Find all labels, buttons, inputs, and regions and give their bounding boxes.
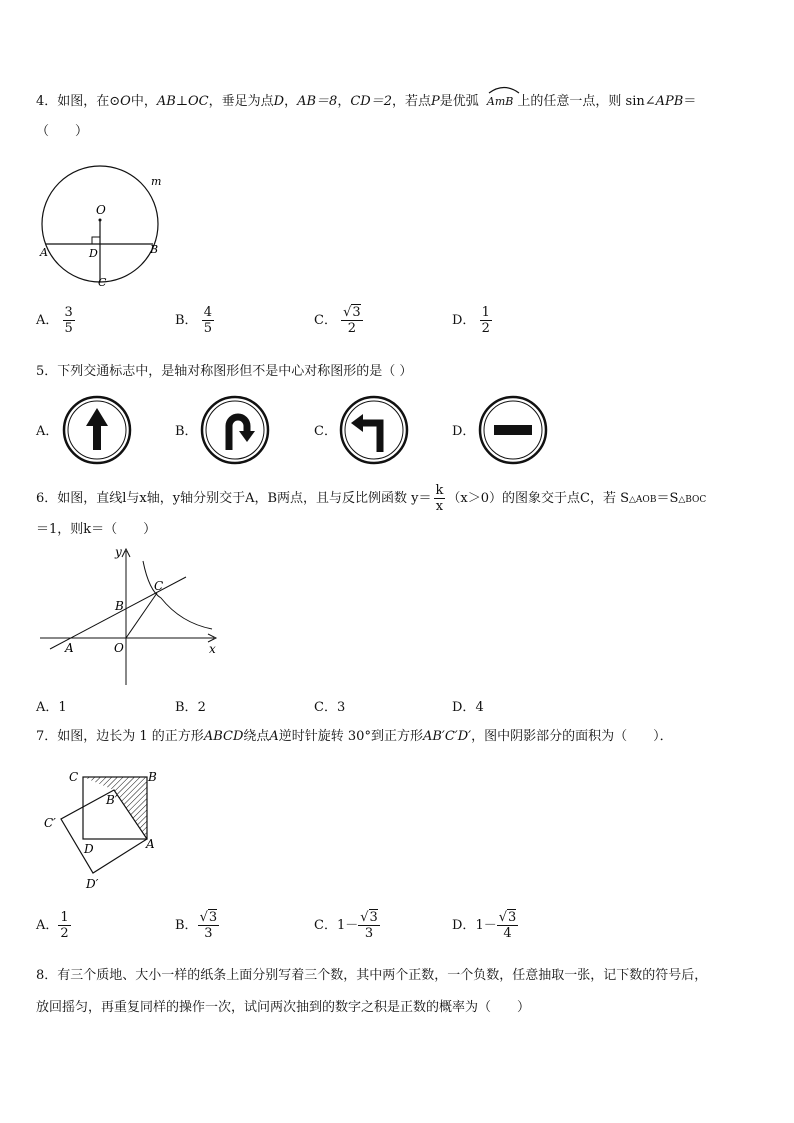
label-d: D xyxy=(84,842,94,856)
fraction: $\frac{√3}{3}$ xyxy=(199,910,218,941)
u-turn-sign-icon xyxy=(199,394,271,466)
label-x: x xyxy=(209,642,216,656)
q7-option-a[interactable]: A． $\frac{1}{2}$ xyxy=(36,910,69,941)
q4-option-b[interactable]: B． $\frac{4}{5}$ xyxy=(175,305,212,336)
label-o: O xyxy=(96,203,106,217)
q4-circle-figure xyxy=(36,158,176,293)
q6-coordinate-figure xyxy=(36,543,236,688)
right-angle-mark xyxy=(92,237,100,244)
q6-stem-line2: ＝1，则k＝（ ） xyxy=(36,522,157,537)
q5-option-c[interactable]: C． xyxy=(314,424,337,439)
point-o xyxy=(99,219,102,222)
segment-oc xyxy=(126,593,157,638)
q6-option-a[interactable]: A．1 xyxy=(36,700,67,715)
label-c: C xyxy=(98,276,107,289)
q7-option-b[interactable]: B． $\frac{√3}{3}$ xyxy=(175,910,218,941)
q6-option-b[interactable]: B．2 xyxy=(175,700,206,715)
fraction: $\frac{1}{2}$ xyxy=(481,305,490,336)
q6-stem-line1: 6．如图，直线l与x轴，y轴分别交于A，B两点，且与反比例函数 y＝ $\frac{k}{x}$ （x＞0）的图象交于点C，若 S△AOB＝S△BOC xyxy=(36,483,707,514)
q7-option-c[interactable]: C．1－ $\frac{√3}{3}$ xyxy=(314,910,378,941)
label-a: A xyxy=(65,641,74,655)
label-a: A xyxy=(146,837,155,851)
q5-stem: 5．下列交通标志中，是轴对称图形但不是中心对称图形的是（ ） xyxy=(36,364,413,379)
left-turn-sign-icon xyxy=(338,394,410,466)
q7-stem: 7．如图，边长为 1 的正方形ABCD绕点A逆时针旋转 30°到正方形AB′C′D′，图中阴影部分的面积为（ ）． xyxy=(36,729,673,744)
label-c: C xyxy=(154,579,164,593)
label-o: O xyxy=(114,641,124,655)
label-c: C xyxy=(69,770,79,784)
label-d: D xyxy=(89,247,98,260)
label-b: B xyxy=(115,599,124,613)
q7-option-d[interactable]: D．1－ $\frac{√3}{4}$ xyxy=(452,910,517,941)
q7-square-figure xyxy=(36,762,176,897)
no-entry-sign-icon xyxy=(477,394,549,466)
shaded-region xyxy=(83,777,147,839)
q8-stem-line1: 8．有三个质地、大小一样的纸条上面分别写着三个数，其中两个正数，一个负数，任意抽取一张，记下数的符号后， xyxy=(36,968,708,983)
arc-notation: AmB xyxy=(487,86,513,112)
q5-option-d[interactable]: D． xyxy=(452,424,476,439)
fraction: $\frac{√3}{4}$ xyxy=(498,910,517,941)
arc-symbol-icon xyxy=(487,84,521,94)
q4-option-a[interactable]: A． $\frac{3}{5}$ xyxy=(36,305,73,336)
q4-option-d[interactable]: D． $\frac{1}{2}$ xyxy=(452,305,490,336)
straight-arrow-sign-icon xyxy=(61,394,133,466)
label-m: m xyxy=(151,175,162,188)
hyperbola-curve xyxy=(143,561,212,629)
q5-option-b[interactable]: B． xyxy=(175,424,198,439)
label-a: A xyxy=(40,246,48,259)
label-b-prime: B′ xyxy=(106,793,118,807)
q6-option-c[interactable]: C．3 xyxy=(314,700,346,715)
label-d-prime: D′ xyxy=(86,877,99,891)
q6-option-d[interactable]: D．4 xyxy=(452,700,484,715)
fraction: $\frac{4}{5}$ xyxy=(203,305,212,336)
fraction: $\frac{1}{2}$ xyxy=(60,910,69,941)
q4-answer-paren: （ ） xyxy=(36,124,89,139)
fraction: $\frac{√3}{2}$ xyxy=(343,305,361,336)
label-y: y xyxy=(115,545,122,559)
q4-stem-line1: 4．如图，在⊙O中，AB⊥OC，垂足为点D，AB＝8，CD＝2，若点P是优弧 AmB 上的任意一点，则 sin∠APB＝ xyxy=(36,86,696,112)
label-c-prime: C′ xyxy=(44,816,56,830)
fraction-k-over-x: $\frac{k}{x}$ xyxy=(435,483,444,514)
label-b: B xyxy=(150,243,159,256)
fraction: $\frac{√3}{3}$ xyxy=(360,910,378,941)
q4-option-c[interactable]: C． $\frac{√3}{2}$ xyxy=(314,305,361,336)
q5-option-a[interactable]: A． xyxy=(36,424,59,439)
fraction: $\frac{3}{5}$ xyxy=(64,305,73,336)
label-b: B xyxy=(148,770,157,784)
q8-stem-line2: 放回摇匀，再重复同样的操作一次，试问两次抽到的数字之积是正数的概率为（ ） xyxy=(36,1000,531,1015)
